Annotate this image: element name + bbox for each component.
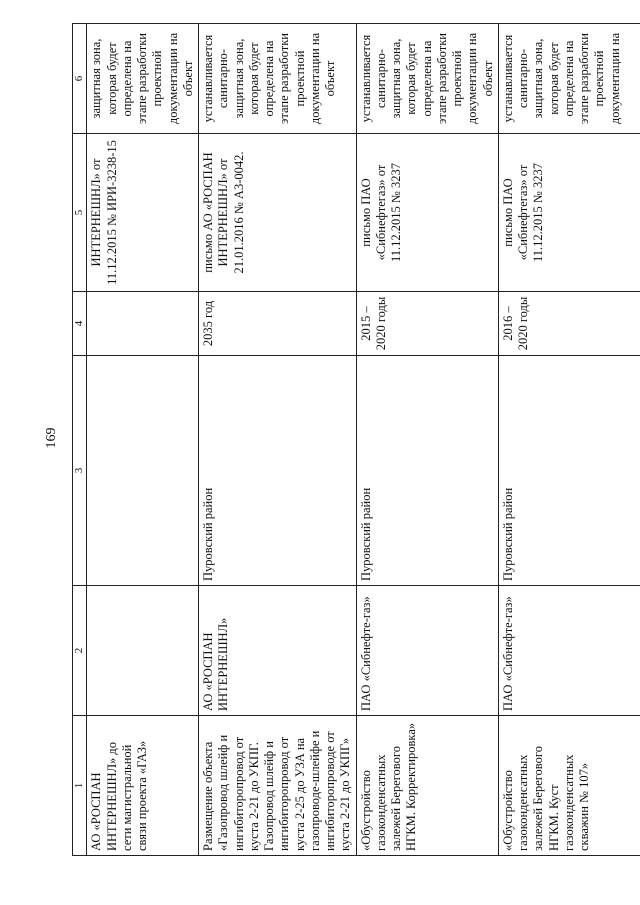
cell-object: Размещение объекта «Газопровод шлейф и ингибиторопровод от куста 2-21 до УКПГ. Газопровод шлейф и ингибиторопровод от куста 2-25 до УЗА на газопроводе-шлейфе и ингибиторопроводе от куста 2-21 до УКПГ» — [199, 716, 357, 856]
cell-organization: АО «РОСПАН ИНТЕРНЕШНЛ» — [199, 586, 357, 716]
cell-district: Пуровский район — [199, 356, 357, 586]
cell-zone: устанавливается санитарно-защитная зона, которая будет определена на этапе разработки проектной документации на объект — [199, 24, 357, 134]
cell-organization: ПАО «Сибнефте-газ» — [356, 586, 498, 716]
objects-table — [72, 23, 640, 856]
header-col-2: 2 — [73, 586, 87, 716]
header-col-5: 5 — [73, 134, 87, 292]
header-row — [73, 24, 87, 856]
table-row — [87, 24, 199, 856]
cell-source: ИНТЕРНЕШНЛ» от 11.12.2015 № ИРИ-3238-15 — [87, 134, 199, 292]
cell-period — [87, 292, 199, 356]
table-row — [498, 24, 640, 856]
cell-source: письмо ПАО «Сибнефтегаз» от 11.12.2015 № 3237 — [356, 134, 498, 292]
rotated-table-sheet — [72, 24, 638, 856]
header-col-1: 1 — [73, 716, 87, 856]
cell-object: «Обустройство газоконденсатных залежей Берегового НГКМ. Куст газоконденсатных скважин № 107» — [498, 716, 640, 856]
cell-source: письмо АО «РОСПАН ИНТЕРНЕШНЛ» от 21.01.2016 № А3-0042. — [199, 134, 357, 292]
cell-zone: защитная зона, которая будет определена на этапе разработки проектной документации на объект — [87, 24, 199, 134]
cell-period: 2016 – 2020 годы — [498, 292, 640, 356]
cell-period: 2015 – 2020 годы — [356, 292, 498, 356]
cell-zone: устанавливается санитарно-защитная зона, которая будет определена на этапе разработки проектной документации на объект — [356, 24, 498, 134]
cell-source: письмо ПАО «Сибнефтегаз» от 11.12.2015 № 3237 — [498, 134, 640, 292]
cell-district — [87, 356, 199, 586]
header-col-3: 3 — [73, 356, 87, 586]
header-col-4: 4 — [73, 292, 87, 356]
cell-object: АО «РОСПАН ИНТЕРНЕШНЛ» до сети магистральной связи проекта «ГАЗ» — [87, 716, 199, 856]
cell-organization — [87, 586, 199, 716]
cell-zone: устанавливается санитарно-защитная зона, которая будет определена на этапе разработки проектной документации на — [498, 24, 640, 134]
table-row — [199, 24, 357, 856]
table-row — [356, 24, 498, 856]
cell-organization: ПАО «Сибнефте-газ» — [498, 586, 640, 716]
cell-object: «Обустройство газоконденсатных залежей Берегового НГКМ. Корректировка» — [356, 716, 498, 856]
page-number: 169 — [44, 427, 59, 449]
cell-district: Пуровский район — [356, 356, 498, 586]
cell-district: Пуровский район — [498, 356, 640, 586]
cell-period: 2035 год — [199, 292, 357, 356]
header-col-6: 6 — [73, 24, 87, 134]
